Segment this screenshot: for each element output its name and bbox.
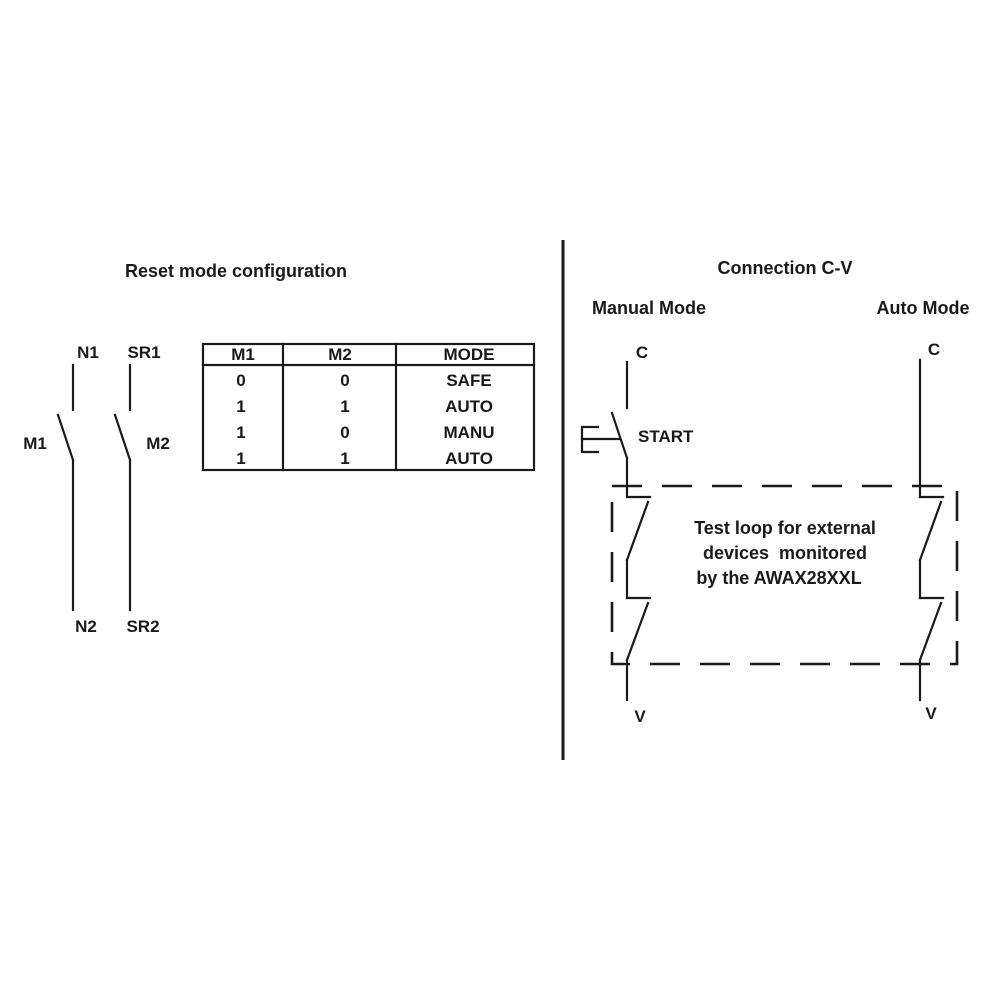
start-label: START xyxy=(638,427,694,446)
table-cell: MANU xyxy=(443,423,495,442)
connection-title: Connection C-V xyxy=(717,258,853,278)
switch-label-m1: M1 xyxy=(23,434,47,453)
table-cell: SAFE xyxy=(446,371,492,390)
table-header-m1: M1 xyxy=(231,345,255,364)
table-cell: AUTO xyxy=(445,397,493,416)
terminal-v-auto: V xyxy=(925,704,937,723)
table-cell: 0 xyxy=(236,371,246,390)
table-cell: 0 xyxy=(340,423,350,442)
table-cell: 0 xyxy=(340,371,350,390)
loop-text-line-2: devices monitored xyxy=(702,543,868,563)
table-cell: 1 xyxy=(340,449,350,468)
loop-text-line-1: Test loop for external xyxy=(694,518,876,538)
table-cell: 1 xyxy=(236,397,246,416)
terminal-v-manual: V xyxy=(634,707,646,726)
switch-m1 xyxy=(58,365,73,610)
switch-label-m2: M2 xyxy=(146,434,170,453)
table-header-mode: MODE xyxy=(443,345,495,364)
terminal-sr2: SR2 xyxy=(126,617,160,636)
mode-table xyxy=(203,344,534,470)
terminal-sr1: SR1 xyxy=(127,343,161,362)
table-cell: 1 xyxy=(340,397,350,416)
terminal-n1: N1 xyxy=(77,343,99,362)
loop-text-line-3: by the AWAX28XXL xyxy=(696,568,862,588)
switch-m2 xyxy=(115,365,130,610)
table-header-m2: M2 xyxy=(328,345,352,364)
terminal-c-auto: C xyxy=(927,340,941,359)
manual-mode-title: Manual Mode xyxy=(591,298,707,318)
reset-mode-title: Reset mode configuration xyxy=(124,261,348,281)
table-cell: 1 xyxy=(236,423,246,442)
auto-mode-title: Auto Mode xyxy=(876,298,970,318)
terminal-c-manual: C xyxy=(635,343,649,362)
table-cell: AUTO xyxy=(445,449,493,468)
auto-mode-circuit xyxy=(920,360,943,700)
terminal-n2: N2 xyxy=(75,617,97,636)
table-cell: 1 xyxy=(236,449,246,468)
manual-mode-circuit xyxy=(582,362,650,700)
